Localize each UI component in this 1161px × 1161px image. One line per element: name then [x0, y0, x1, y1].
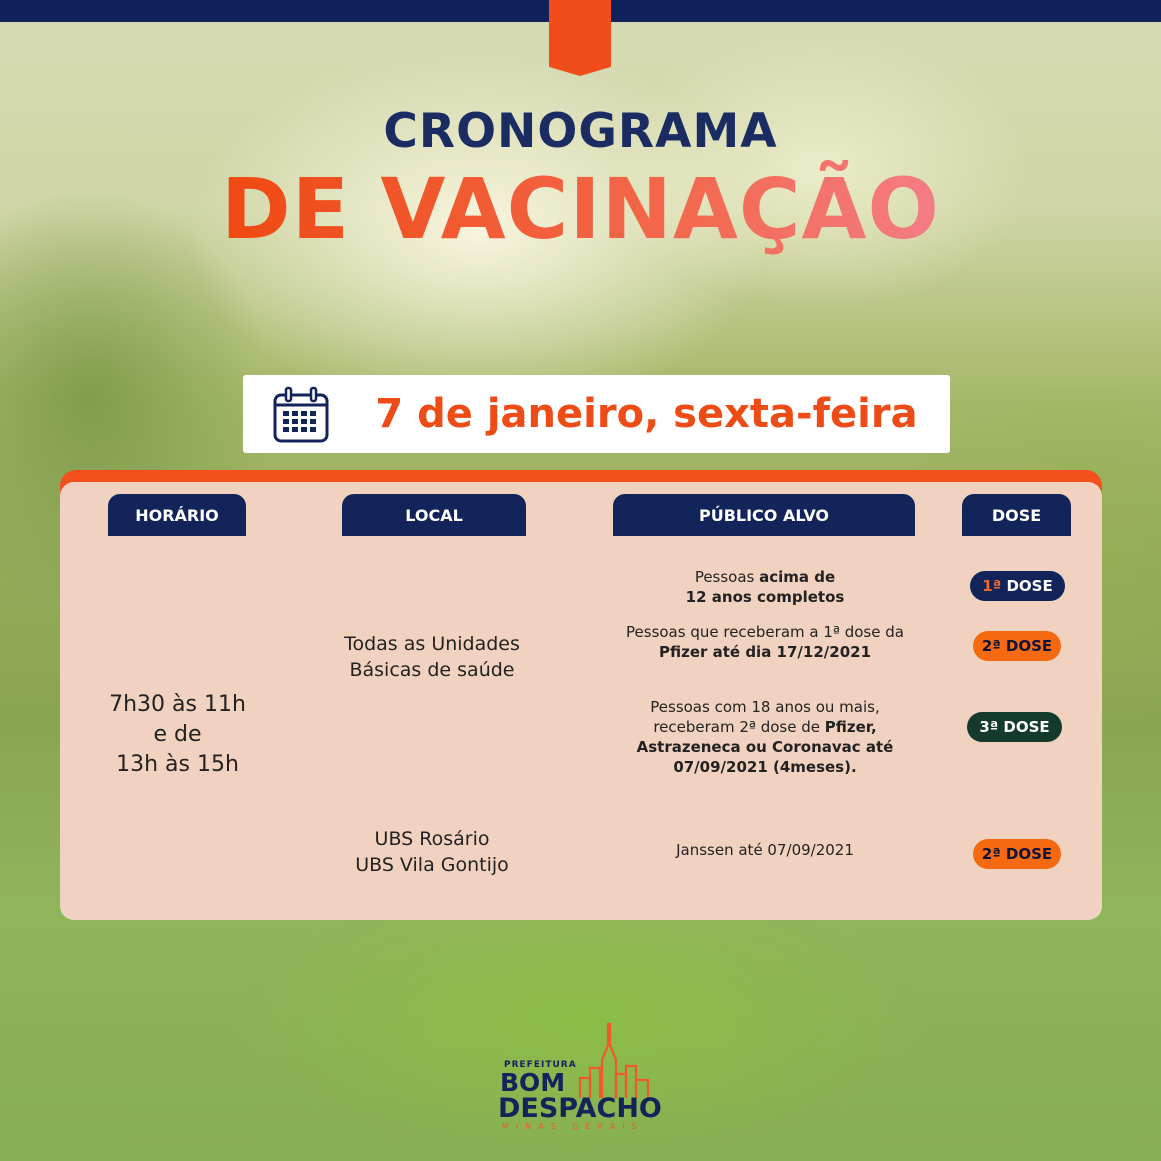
column-header-dose: DOSE [962, 494, 1071, 536]
publico-row-1 [600, 567, 930, 607]
publico-row-2 [600, 622, 930, 662]
publico-text-bold: Pfizer, [824, 718, 877, 736]
date-text: 7 de janeiro, sexta-feira [375, 391, 918, 437]
publico-text: receberam 2ª dose de [653, 718, 825, 736]
horario-text [60, 690, 295, 780]
prefeitura-logo [494, 1020, 664, 1132]
publico-text: Janssen até 07/09/2021 [676, 841, 854, 859]
date-banner [243, 375, 950, 453]
logo-bom-text: BOM [500, 1068, 566, 1097]
logo-prefeitura-text: PREFEITURA [504, 1060, 577, 1070]
logo-minas-gerais-text: MINAS GERAIS [502, 1122, 644, 1131]
publico-text-bold: 07/09/2021 (4meses). [673, 758, 857, 776]
horario-line: 7h30 às 11h [109, 692, 246, 717]
publico-text: Pessoas [694, 568, 760, 586]
publico-row-3 [600, 697, 930, 777]
dose-badge-3: 3ª DOSE [967, 712, 1062, 742]
local-line: Básicas de saúde [349, 659, 515, 681]
publico-text-bold: Pfizer até dia 17/12/2021 [659, 643, 871, 661]
column-header-horario: HORÁRIO [108, 494, 246, 536]
dose-badge-2: 2ª DOSE [973, 631, 1061, 661]
dose-badge-4: 2ª DOSE [973, 839, 1061, 869]
publico-row-4 [600, 840, 930, 860]
calendar-icon [271, 385, 331, 445]
horario-line: e de [153, 722, 202, 747]
publico-text-bold: acima de [759, 568, 836, 586]
dose-number: 1ª [982, 577, 1002, 595]
publico-text: Pessoas que receberam a 1ª dose da [626, 623, 904, 641]
logo-despacho-text: DESPACHO [498, 1093, 662, 1124]
title-line-1: CRONOGRAMA [383, 104, 778, 159]
horario-line: 13h às 15h [116, 752, 239, 777]
local-line: UBS Vila Gontijo [355, 854, 509, 876]
city-skyline-icon [572, 1020, 662, 1100]
publico-text-bold: Astrazeneca ou Coronavac até [636, 738, 894, 756]
publico-text: Pessoas com 18 anos ou mais, [650, 698, 880, 716]
dose-badge-1 [970, 571, 1065, 601]
local-line: Todas as Unidades [344, 633, 520, 655]
dose-label: DOSE [1006, 577, 1053, 595]
local-ubs-rosario-gontijo [312, 826, 552, 878]
publico-text-bold: 12 anos completos [685, 588, 845, 606]
local-ubs-todas [312, 631, 552, 683]
column-header-publico: PÚBLICO ALVO [613, 494, 915, 536]
column-header-local: LOCAL [342, 494, 526, 536]
ribbon-bookmark [549, 0, 611, 76]
local-line: UBS Rosário [374, 828, 490, 850]
title-line-2: DE VACINAÇÃO [0, 160, 1161, 258]
